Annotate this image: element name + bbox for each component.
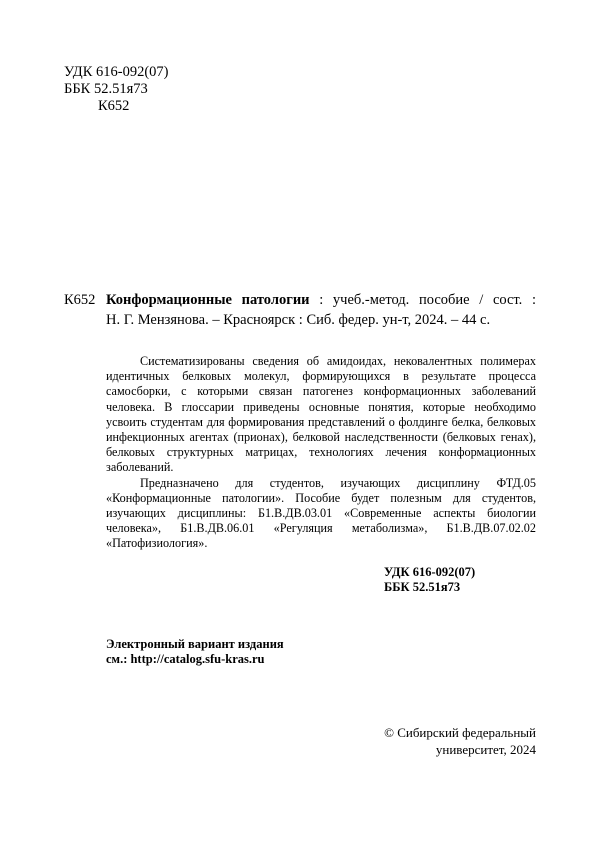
electronic-version xyxy=(106,637,284,667)
abstract-paragraph-2: Предназначено для студентов, изучающих дисциплину ФТД.05 «Конформационные патологии». Пособие будет полезным для студентов, изучающих дисциплины: Б1.В.ДВ.03.01 «Современные аспекты биологии человека», Б1.В.ДВ.06.01 «Регуляция метаболизма», Б1.В.ДВ.07.02.02 «Патофизиология». xyxy=(106,475,536,551)
classification-block xyxy=(384,565,475,595)
copyright-line-2: университет, 2024 xyxy=(435,742,536,757)
book-title: Конформационные патологии xyxy=(106,292,310,308)
bib-line-2: Н. Г. Мензянова. – Красноярск : Сиб. федер. ун-т, 2024. – 44 с. xyxy=(106,312,491,328)
electronic-version-link: см.: http://catalog.sfu-kras.ru xyxy=(106,652,265,666)
abstract xyxy=(106,354,536,552)
classification-udk: УДК 616-092(07) xyxy=(384,565,476,579)
header-bbk: ББК 52.51я73 xyxy=(64,81,148,97)
bib-line-1 xyxy=(106,290,536,310)
bibliographic-description xyxy=(64,290,536,332)
classification-bbk: ББК 52.51я73 xyxy=(384,580,461,594)
copyright xyxy=(384,724,536,758)
electronic-version-label: Электронный вариант издания xyxy=(106,637,284,651)
copyright-line-1: © Сибирский федеральный xyxy=(384,725,536,740)
bib-line-1-rest: : учеб.-метод. пособие / сост. : xyxy=(309,292,536,308)
abstract-paragraph-1: Систематизированы сведения об амидоидах, нековалентных полимерах идентичных белковых молекул, формирующихся в результате процесса самосборки, с которыми связан патогенез конформационных заболеваний человека. В глоссарии приведены основные понятия, которые необходимо усвоить студентам для формирования представлений о фолдинге белка, белковых инфекционных агентах (прионах), белковой наследственности (белковых генах), белковых структурных матрицах, технологиях лечения конформационных заболеваний. xyxy=(106,354,536,475)
bib-author-sign: К652 xyxy=(64,292,96,308)
header-author-sign: К652 xyxy=(98,98,130,114)
header-udk: УДК 616-092(07) xyxy=(64,64,169,80)
